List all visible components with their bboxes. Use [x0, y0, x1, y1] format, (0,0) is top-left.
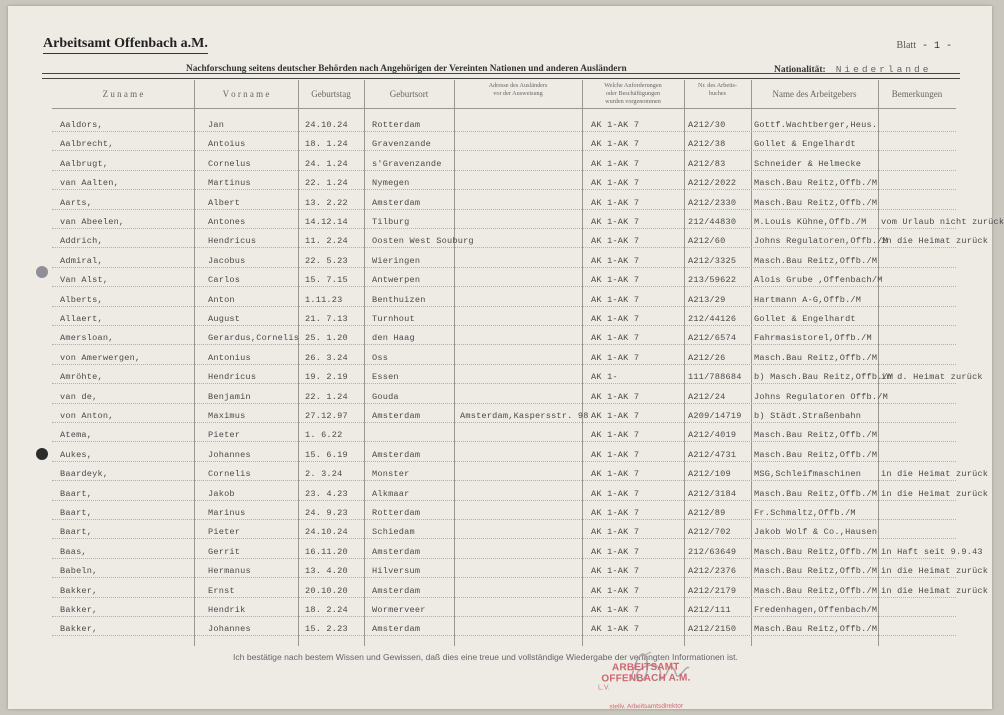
- table-row: [8, 580, 992, 601]
- cell-work: AK 1-AK 7: [591, 546, 640, 557]
- cell-employer: Masch.Bau Reitz,Offb./M: [754, 178, 878, 189]
- table-row: [8, 521, 992, 542]
- cell-employer: Johns Regulatoren Offb./M: [754, 391, 888, 402]
- cell-place: s'Gravenzande: [372, 158, 442, 169]
- cell-work: AK 1-AK 7: [591, 469, 640, 480]
- cell-place: Rotterdam: [372, 508, 421, 518]
- cell-work: AK 1-AK 7: [591, 508, 640, 518]
- cell-place: Tilburg: [372, 217, 410, 227]
- cell-work: AK 1-AK 7: [591, 236, 640, 247]
- cell-card: A209/14719: [688, 411, 742, 421]
- cell-remarks: in die Heimat zurück: [881, 566, 989, 577]
- cell-card: A213/29: [688, 294, 726, 305]
- row-dotted-rule: [52, 170, 956, 171]
- cell-birth: 14.12.14: [305, 217, 348, 227]
- cell-birth: 11. 2.24: [305, 236, 348, 247]
- row-dotted-rule: [52, 441, 956, 442]
- cell-card: A212/109: [688, 469, 731, 480]
- row-dotted-rule: [52, 616, 956, 617]
- cell-work: AK 1-AK 7: [591, 275, 640, 286]
- col-header-employer: Name des Arbeitgebers: [772, 89, 857, 99]
- cell-birth: 18. 1.24: [305, 139, 348, 150]
- cell-work: AK 1-AK 7: [591, 605, 640, 615]
- cell-work: AK 1-AK 7: [591, 449, 640, 460]
- row-dotted-rule: [52, 597, 956, 598]
- table-row: [8, 250, 992, 271]
- cell-first: Anton: [208, 294, 235, 305]
- cell-work: AK 1-AK 7: [591, 120, 640, 130]
- cell-surname: Van Alst,: [60, 275, 109, 286]
- table-row: [8, 114, 992, 135]
- cell-birth: 22. 5.23: [305, 255, 348, 266]
- cell-first: Gerrit: [208, 546, 241, 557]
- cell-card: A212/2376: [688, 566, 737, 577]
- cell-first: Hendricus: [208, 372, 257, 383]
- cell-addr: Amsterdam,Kaspersstr. 98: [460, 411, 589, 421]
- cell-first: Antonius: [208, 352, 251, 363]
- cell-place: Benthuizen: [372, 294, 426, 305]
- cell-place: Alkmaar: [372, 488, 410, 499]
- table-row: [8, 386, 992, 407]
- cell-birth: 24. 1.24: [305, 158, 348, 169]
- cell-employer: Gollet & Engelhardt: [754, 139, 856, 150]
- table-row: [8, 327, 992, 348]
- cell-birth: 18. 2.24: [305, 605, 348, 615]
- cell-remarks: in die Heimat zurück: [881, 585, 989, 596]
- cell-employer: Masch.Bau Reitz,Offb./M: [754, 352, 878, 363]
- cell-first: Albert: [208, 197, 241, 208]
- cell-birth: 23. 4.23: [305, 488, 348, 499]
- cell-place: Monster: [372, 469, 410, 480]
- cell-first: Pieter: [208, 527, 241, 538]
- document-page: [8, 6, 1004, 711]
- row-dotted-rule: [52, 364, 956, 365]
- cell-surname: Bakker,: [60, 605, 98, 615]
- cell-place: Wormerveer: [372, 605, 426, 615]
- cell-card: 213/59622: [688, 275, 737, 286]
- header-rule: [42, 73, 960, 74]
- col-header-work-l1: Welche Anforderungen: [604, 82, 662, 89]
- cell-place: Schiedam: [372, 527, 415, 538]
- cell-employer: Gottf.Wachtberger,Heus.: [754, 120, 878, 130]
- cell-first: Martinus: [208, 178, 251, 189]
- cell-birth: 15. 6.19: [305, 449, 348, 460]
- document-subtitle: Nachforschung seitens deutscher Behörden nach Angehörigen der Vereinten Nationen und anderen Ausländern: [186, 64, 627, 74]
- table-row: [8, 599, 992, 620]
- col-header-birthdate: Geburtstag: [311, 89, 351, 99]
- cell-birth: 13. 4.20: [305, 566, 348, 577]
- cell-work: AK 1-AK 7: [591, 314, 640, 324]
- row-dotted-rule: [52, 325, 956, 326]
- cell-birth: 27.12.97: [305, 411, 348, 421]
- table-row: [8, 308, 992, 329]
- cell-birth: 22. 1.24: [305, 178, 348, 189]
- row-dotted-rule: [52, 267, 956, 268]
- cell-surname: Alberts,: [60, 294, 103, 305]
- cell-card: A212/24: [688, 391, 726, 402]
- cell-surname: von Amerwergen,: [60, 352, 141, 363]
- table-row: [8, 269, 992, 290]
- cell-first: Gerardus,Cornelis: [208, 333, 300, 344]
- cell-first: Hendricus: [208, 236, 257, 247]
- row-dotted-rule: [52, 306, 956, 307]
- cell-birth: 1.11.23: [305, 294, 343, 305]
- cell-birth: 25. 1.20: [305, 333, 348, 344]
- cell-first: Maximus: [208, 411, 246, 421]
- table-row: [8, 541, 992, 562]
- cell-card: A212/2330: [688, 197, 737, 208]
- row-dotted-rule: [52, 228, 956, 229]
- cell-employer: Hartmann A-G,Offb./M: [754, 294, 862, 305]
- cell-first: Antones: [208, 217, 246, 227]
- cell-place: Essen: [372, 372, 399, 383]
- cell-place: Antwerpen: [372, 275, 421, 286]
- stamp-role: stellv. Arbeitsamtsdirektor: [609, 702, 684, 711]
- row-dotted-rule: [52, 247, 956, 248]
- cell-card: A212/3184: [688, 488, 737, 499]
- cell-card: A212/3325: [688, 255, 737, 266]
- sheet-value: - 1 -: [921, 41, 952, 52]
- cell-birth: 1. 6.22: [305, 430, 343, 441]
- cell-employer: b) Städt.Straßenbahn: [754, 411, 862, 421]
- cell-first: Hermanus: [208, 566, 251, 577]
- cell-employer: Masch.Bau Reitz,Offb./M: [754, 255, 878, 266]
- cell-place: Gravenzande: [372, 139, 431, 150]
- cell-employer: b) Masch.Bau Reitz,Offb./M: [754, 372, 894, 383]
- cell-card: 111/788684: [688, 372, 742, 383]
- cell-first: August: [208, 314, 241, 324]
- cell-place: Turnhout: [372, 314, 415, 324]
- cell-work: AK 1-AK 7: [591, 197, 640, 208]
- cell-card: A212/83: [688, 158, 726, 169]
- col-header-work-l2: oder Beschäftigungen: [605, 90, 661, 97]
- cell-remarks: vom Urlaub nicht zurück: [881, 217, 1004, 227]
- cell-surname: Babeln,: [60, 566, 98, 577]
- row-dotted-rule: [52, 500, 956, 501]
- table-row: [8, 483, 992, 504]
- col-header-work-l3: wurden vorgenommen: [605, 98, 661, 105]
- cell-work: AK 1-AK 7: [591, 178, 640, 189]
- cell-card: A212/38: [688, 139, 726, 150]
- cell-surname: Baardeyk,: [60, 469, 109, 480]
- row-dotted-rule: [52, 538, 956, 539]
- nationality-label: Nationalität:: [774, 65, 826, 75]
- cell-card: A212/89: [688, 508, 726, 518]
- cell-employer: Masch.Bau Reitz,Offb./M: [754, 566, 878, 577]
- col-header-birthplace: Geburtsort: [389, 89, 429, 99]
- cell-employer: Masch.Bau Reitz,Offb./M: [754, 449, 878, 460]
- cell-card: A212/4731: [688, 449, 737, 460]
- cell-work: AK 1-AK 7: [591, 158, 640, 169]
- row-dotted-rule: [52, 519, 956, 520]
- office-stamp: [596, 661, 696, 710]
- cell-remarks: in die Heimat zurück: [881, 236, 989, 247]
- cell-first: Marinus: [208, 508, 246, 518]
- row-dotted-rule: [52, 150, 956, 151]
- table-row: [8, 424, 992, 445]
- row-dotted-rule: [52, 209, 956, 210]
- row-dotted-rule: [52, 558, 956, 559]
- cell-place: Wieringen: [372, 255, 421, 266]
- table-row: [8, 172, 992, 193]
- table-row: [8, 366, 992, 387]
- row-dotted-rule: [52, 577, 956, 578]
- cell-birth: 16.11.20: [305, 546, 348, 557]
- row-dotted-rule: [52, 480, 956, 481]
- cell-place: Oosten West Souburg: [372, 236, 474, 247]
- office-title: Arbeitsamt Offenbach a.M.: [43, 36, 208, 54]
- cell-surname: von Anton,: [60, 411, 114, 421]
- cell-employer: M.Louis Kühne,Offb./M: [754, 217, 867, 227]
- cell-card: A212/2179: [688, 585, 737, 596]
- cell-birth: 22. 1.24: [305, 391, 348, 402]
- cell-first: Jan: [208, 120, 225, 130]
- cell-surname: Amröhte,: [60, 372, 103, 383]
- cell-first: Jakob: [208, 488, 235, 499]
- row-dotted-rule: [52, 403, 956, 404]
- cell-work: AK 1-AK 7: [591, 217, 640, 227]
- cell-card: A212/111: [688, 605, 731, 615]
- col-header-surname: Z u n a m e: [102, 89, 144, 99]
- cell-surname: van Aalten,: [60, 178, 119, 189]
- cell-place: Oss: [372, 352, 389, 363]
- table-row: [8, 463, 992, 484]
- cell-work: AK 1-AK 7: [591, 488, 640, 499]
- table-row: [8, 211, 1004, 232]
- cell-surname: Bakker,: [60, 624, 98, 635]
- cell-card: A212/30: [688, 120, 726, 130]
- cell-employer: Johns Regulatoren,Offb./M: [754, 236, 888, 247]
- cell-card: A212/702: [688, 527, 731, 538]
- cell-surname: Baart,: [60, 488, 93, 499]
- cell-remarks: in die Heimat zurück: [881, 469, 989, 480]
- cell-remarks: in d. Heimat zurück: [881, 372, 983, 383]
- row-dotted-rule: [52, 635, 956, 636]
- nationality-value: Niederlande: [835, 64, 932, 75]
- cell-surname: van de,: [60, 391, 98, 402]
- cell-card: A212/2150: [688, 624, 737, 635]
- cell-card: 212/44126: [688, 314, 737, 324]
- cell-surname: Baart,: [60, 527, 93, 538]
- cell-remarks: in Haft seit 9.9.43: [881, 546, 983, 557]
- sheet-number: [897, 40, 952, 52]
- cell-employer: Masch.Bau Reitz,Offb./M: [754, 546, 878, 557]
- cell-birth: 2. 3.24: [305, 469, 343, 480]
- cell-employer: Masch.Bau Reitz,Offb./M: [754, 624, 878, 635]
- cell-surname: Amersloan,: [60, 333, 114, 344]
- cell-work: AK 1-AK 7: [591, 624, 640, 635]
- table-row: [8, 347, 992, 368]
- cell-employer: Fahrmasistorel,Offb./M: [754, 333, 872, 344]
- cell-employer: Fredenhagen,Offenbach/M: [754, 605, 878, 615]
- col-header-remarks: Bemerkungen: [891, 89, 943, 99]
- row-dotted-rule: [52, 383, 956, 384]
- row-dotted-rule: [52, 422, 956, 423]
- cell-employer: Alois Grube ,Offenbach/M: [754, 275, 883, 286]
- cell-birth: 26. 3.24: [305, 352, 348, 363]
- cell-birth: 13. 2.22: [305, 197, 348, 208]
- cell-card: 212/44830: [688, 217, 737, 227]
- header-rule-2: [42, 78, 960, 79]
- cell-first: Johannes: [208, 449, 251, 460]
- cell-first: Hendrik: [208, 605, 246, 615]
- cell-work: AK 1-AK 7: [591, 352, 640, 363]
- col-header-address: [454, 82, 582, 98]
- punch-hole: [36, 266, 48, 278]
- cell-surname: Atema,: [60, 430, 93, 441]
- col-header-card-l1: Nr. des Arbeits-: [697, 82, 737, 89]
- cell-place: den Haag: [372, 333, 415, 344]
- col-header-card: [684, 82, 751, 98]
- cell-employer: Masch.Bau Reitz,Offb./M: [754, 488, 878, 499]
- cell-place: Amsterdam: [372, 449, 421, 460]
- cell-place: Amsterdam: [372, 546, 421, 557]
- cell-surname: Baas,: [60, 546, 87, 557]
- cell-work: AK 1-AK 7: [591, 585, 640, 596]
- cell-place: Rotterdam: [372, 120, 421, 130]
- cell-work: AK 1-AK 7: [591, 139, 640, 150]
- row-dotted-rule: [52, 286, 956, 287]
- cell-surname: Allaert,: [60, 314, 103, 324]
- cell-employer: Jakob Wolf & Co.,Hausen: [754, 527, 878, 538]
- cell-place: Amsterdam: [372, 585, 421, 596]
- cell-employer: Gollet & Engelhardt: [754, 314, 856, 324]
- cell-work: AK 1-AK 7: [591, 391, 640, 402]
- cell-surname: Aaldors,: [60, 120, 103, 130]
- table-row: [8, 502, 992, 523]
- cell-place: Hilversum: [372, 566, 421, 577]
- cell-birth: 20.10.20: [305, 585, 348, 596]
- cell-place: Amsterdam: [372, 624, 421, 635]
- row-dotted-rule: [52, 461, 956, 462]
- certification-text: Ich bestätige nach bestem Wissen und Gewissen, daß dies eine treue und vollständige Wiedergabe der verlangten Informationen ist.: [233, 652, 738, 662]
- table-row: [8, 289, 992, 310]
- cell-place: Amsterdam: [372, 197, 421, 208]
- cell-employer: Schneider & Helmecke: [754, 158, 862, 169]
- cell-work: AK 1-AK 7: [591, 294, 640, 305]
- col-header-firstname: V o r n a m e: [222, 89, 270, 99]
- cell-work: AK 1-AK 7: [591, 566, 640, 577]
- cell-birth: 24.10.24: [305, 527, 348, 538]
- cell-card: A212/2022: [688, 178, 737, 189]
- stamp-office: ARBEITSAMT OFFENBACH A.M.: [601, 661, 691, 685]
- sheet-label: Blatt: [896, 40, 916, 51]
- cell-surname: Admiral,: [60, 255, 103, 266]
- row-dotted-rule: [52, 189, 956, 190]
- cell-employer: Fr.Schmaltz,Offb./M: [754, 508, 856, 518]
- cell-first: Cornelus: [208, 158, 251, 169]
- table-row: [8, 444, 992, 465]
- cell-surname: Aarts,: [60, 197, 93, 208]
- cell-first: Cornelis: [208, 469, 251, 480]
- cell-surname: Bakker,: [60, 585, 98, 596]
- cell-card: A212/4019: [688, 430, 737, 441]
- cell-birth: 15. 2.23: [305, 624, 348, 635]
- cell-work: AK 1-AK 7: [591, 430, 640, 441]
- col-header-address-l2: vor der Ausweisung: [493, 90, 543, 97]
- cell-surname: van Abeelen,: [60, 217, 125, 227]
- cell-first: Johannes: [208, 624, 251, 635]
- cell-first: Ernst: [208, 585, 235, 596]
- cell-first: Jacobus: [208, 255, 246, 266]
- table-row: [8, 192, 992, 213]
- cell-first: Antoius: [208, 139, 246, 150]
- cell-first: Pieter: [208, 430, 241, 441]
- table-row: [8, 560, 992, 581]
- cell-first: Benjamin: [208, 391, 251, 402]
- cell-employer: Masch.Bau Reitz,Offb./M: [754, 585, 878, 596]
- table-row: [8, 405, 992, 426]
- cell-surname: Aukes,: [60, 449, 93, 460]
- punch-hole: [36, 448, 48, 460]
- stamp-mark: L.V.: [597, 684, 610, 692]
- col-header-address-l1: Adresse des Ausländers: [488, 82, 548, 89]
- table-row: [8, 133, 992, 154]
- cell-birth: 19. 2.19: [305, 372, 348, 383]
- col-header-work: [582, 82, 684, 106]
- row-dotted-rule: [52, 131, 956, 132]
- cell-surname: Aalbrecht,: [60, 139, 114, 150]
- table-row: [8, 618, 992, 639]
- cell-surname: Addrich,: [60, 236, 103, 247]
- cell-card: A212/6574: [688, 333, 737, 344]
- header-separator: [52, 108, 956, 109]
- cell-place: Gouda: [372, 391, 399, 402]
- table-row: [8, 230, 992, 251]
- cell-employer: Masch.Bau Reitz,Offb./M: [754, 430, 878, 441]
- cell-birth: 24.10.24: [305, 120, 348, 130]
- cell-place: Amsterdam: [372, 411, 421, 421]
- cell-birth: 15. 7.15: [305, 275, 348, 286]
- cell-birth: 21. 7.13: [305, 314, 348, 324]
- cell-surname: Baart,: [60, 508, 93, 518]
- cell-card: A212/60: [688, 236, 726, 247]
- cell-surname: Aalbrugt,: [60, 158, 109, 169]
- row-dotted-rule: [52, 344, 956, 345]
- cell-work: AK 1-AK 7: [591, 333, 640, 344]
- cell-work: AK 1-AK 7: [591, 527, 640, 538]
- cell-employer: Masch.Bau Reitz,Offb./M: [754, 197, 878, 208]
- cell-remarks: in die Heimat zurück: [881, 488, 989, 499]
- cell-card: A212/26: [688, 352, 726, 363]
- cell-first: Carlos: [208, 275, 241, 286]
- cell-birth: 24. 9.23: [305, 508, 348, 518]
- cell-work: AK 1-: [591, 372, 618, 383]
- cell-place: Nymegen: [372, 178, 410, 189]
- cell-work: AK 1-AK 7: [591, 411, 640, 421]
- col-header-card-l2: buches: [708, 90, 727, 97]
- cell-employer: MSG,Schleifmaschinen: [754, 469, 862, 480]
- table-row: [8, 153, 992, 174]
- cell-work: AK 1-AK 7: [591, 255, 640, 266]
- cell-card: 212/63649: [688, 546, 737, 557]
